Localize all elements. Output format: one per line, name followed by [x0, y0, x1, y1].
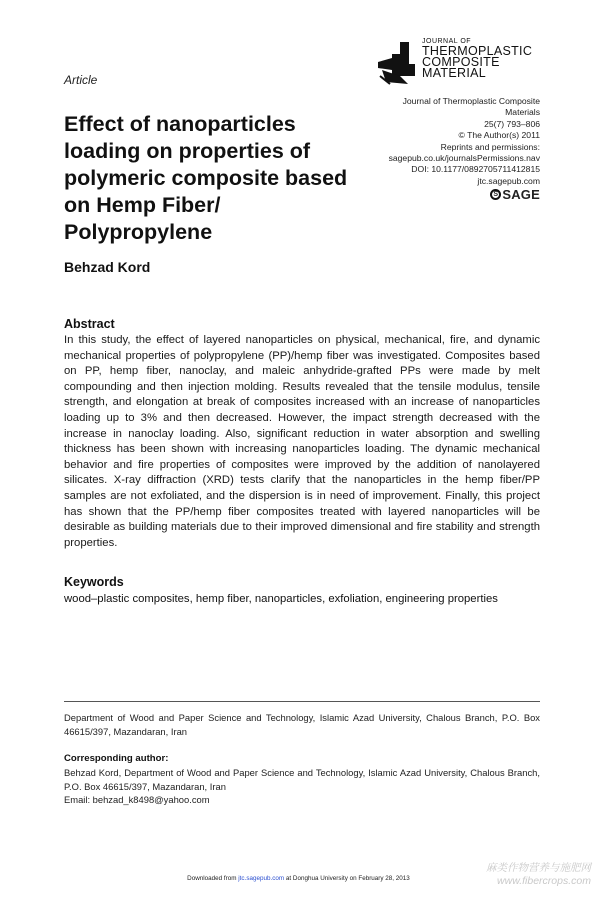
- footnote-divider: [64, 701, 540, 702]
- meta-journal-b: Materials: [505, 107, 540, 118]
- site-watermark: [461, 862, 591, 888]
- abstract-heading: Abstract: [64, 317, 115, 331]
- meta-copyright: © The Author(s) 2011: [458, 130, 540, 141]
- article-title: Effect of nanoparticles loading on properties of polymeric composite based on Hemp Fiber/ Polypropylene: [64, 112, 348, 244]
- meta-reprints: Reprints and permissions:: [440, 141, 540, 152]
- journal-name-of: JOURNAL OF: [422, 38, 472, 45]
- journal-name-line2: COMPOSITE: [422, 55, 500, 69]
- journal-name-line3: MATERIAL: [422, 66, 486, 80]
- meta-permissions-url[interactable]: sagepub.co.uk/journalsPermissions.nav: [388, 153, 540, 164]
- publisher-logo-text: SAGE: [502, 187, 540, 203]
- publication-meta: [340, 96, 540, 201]
- corresponding-author-heading: Corresponding author:: [64, 753, 169, 764]
- keywords-heading: Keywords: [64, 575, 124, 589]
- meta-doi[interactable]: DOI: 10.1177/0892705711412815: [411, 164, 540, 175]
- article-type-label: Article: [64, 73, 98, 87]
- journal-logo: [378, 38, 543, 90]
- publisher-logo: [490, 187, 540, 203]
- download-prefix: Downloaded from: [187, 875, 239, 882]
- meta-journal-a: Journal of Thermoplastic Composite: [402, 96, 540, 106]
- download-suffix: at Donghua University on February 28, 2013: [284, 875, 410, 882]
- article-author: Behzad Kord: [64, 259, 151, 275]
- meta-volume: 25(7) 793–806: [484, 118, 540, 129]
- meta-site[interactable]: jtc.sagepub.com: [477, 175, 540, 186]
- industrial-plant-icon: [378, 40, 418, 86]
- abstract-text: In this study, the effect of layered nanoparticles on physical, mechanical, fire, and dynamic mechanical properties of polypropylene (PP)/hemp fiber was investigated. Composites based on PP, hemp fiber, nanoclay, and maleic anhydride-grafted PPs were made by melt compounding and then injection molding. Results revealed that the tensile modulus, tensile strength, and elongation at break of composites increased with an increase of nanoparticles loading up to 3% and then decreased. However, the impact strength decreased with the increase in nanoclay loading. Also, significant reduction in water absorption and swelling thickness has been shown with increasing nanoparticles loading. The dynamic mechanical behavior and fire properties of composites were improved by the addition of nanolayered silicates. X-ray diffraction (XRD) tests clarify that the nanoparticles in the hemp fiber/PP samples are not exfoliated, and the dispersion is in need of improvement. Finally, this project has shown that the PP/hemp fiber composites treated with layered nanoparticles will be desirable as building materials due to their improved dimensional and fire stability and strength properties.: [64, 334, 540, 549]
- download-link[interactable]: jtc.sagepub.com: [238, 875, 285, 882]
- watermark-line2: www.fibercrops.com: [497, 875, 591, 887]
- journal-name-line1: THERMOPLASTIC: [422, 44, 533, 58]
- keywords-text: wood–plastic composites, hemp fiber, nanoparticles, exfoliation, engineering properties: [64, 593, 498, 605]
- corresponding-author-details: [64, 766, 540, 807]
- watermark-line1: 麻类作物营养与施肥网: [486, 862, 591, 874]
- author-affiliation: Department of Wood and Paper Science and Technology, Islamic Azad University, Chalous Branch, P.O. Box 46615/397, Mazandaran, Iran: [64, 712, 540, 737]
- corresponding-author-email[interactable]: Email: behzad_k8498@yahoo.com: [64, 794, 210, 806]
- sage-circle-logo-icon: S: [490, 189, 501, 200]
- corresponding-author-text: Behzad Kord, Department of Wood and Paper Science and Technology, Islamic Azad University, Chalous Branch, P.O. Box 46615/397, Mazandaran, Iran: [64, 767, 540, 792]
